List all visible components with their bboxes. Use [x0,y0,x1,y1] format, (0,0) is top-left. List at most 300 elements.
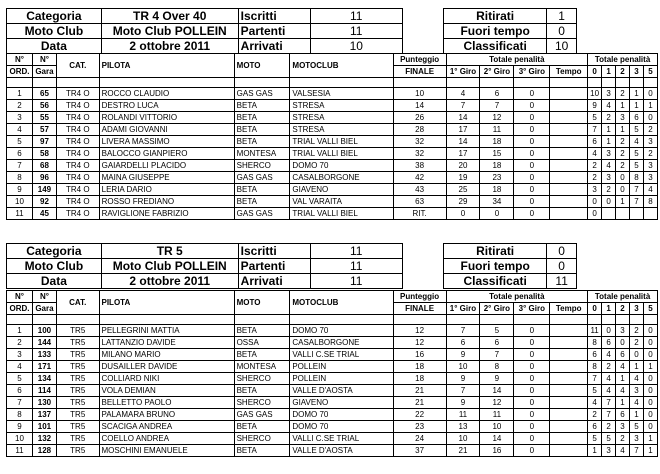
categoria-value: TR 4 Over 40 [101,9,238,24]
cell-pen-1: 4 [602,160,616,172]
cell-pen-2: 4 [616,361,630,373]
cell-pen-0: 2 [588,172,602,184]
cell-motoclub: DOMO 70 [290,409,393,421]
cell-giro-3: 0 [514,208,550,220]
cell-finale: 63 [393,196,446,208]
table-row [7,385,658,397]
cell-pilota: GAIARDELLI PLACIDO [99,160,234,172]
cell-finale: 32 [393,136,446,148]
header-n: N° [32,54,56,66]
cell-cat: TR5 [56,337,99,349]
cell-gara: 57 [32,124,56,136]
cell-pilota: PALAMARA BRUNO [99,409,234,421]
cell-pen-2: 6 [616,409,630,421]
ritirati-label: Ritirati [444,9,547,24]
cell-pen-1: 7 [602,397,616,409]
cell-motoclub: POLLEIN [290,361,393,373]
cell-motoclub: GIAVENO [290,184,393,196]
cell-pen-5: 8 [643,196,657,208]
header-pen-3: 3 [629,66,643,78]
cell-motoclub: CASALBORGONE [290,172,393,184]
cell-cat: TR4 O [56,88,99,100]
cell-pen-5: 1 [643,445,657,457]
fuori-tempo-value: 0 [547,24,577,39]
cell-gara: 92 [32,196,56,208]
cell-pilota: MILANO MARIO [99,349,234,361]
cell-giro-3: 0 [514,112,550,124]
cell-motoclub: GIAVENO [290,397,393,409]
cell-pen-1: 3 [602,88,616,100]
header-cat: CAT. [56,291,99,315]
table-row [7,421,658,433]
cell-pen-0: 8 [588,361,602,373]
cell-giro-1: 9 [446,349,480,361]
table-row [7,445,658,457]
header-totale-penalita: Totale penalità [446,291,588,303]
cell-pen-3: 1 [629,409,643,421]
cell-ord: 9 [7,184,33,196]
cell-motoclub: VALLE D'AOSTA [290,445,393,457]
cell-gara: 65 [32,88,56,100]
cell-pen-0: 3 [588,184,602,196]
cell-giro-3: 0 [514,385,550,397]
table-row [7,361,658,373]
cell-giro-1: 20 [446,160,480,172]
cell-pen-1: 4 [602,100,616,112]
cell-cat: TR4 O [56,196,99,208]
cell-pilota: ROSSO FREDIANO [99,196,234,208]
cell-tempo [550,421,588,433]
cell-gara: 68 [32,160,56,172]
cell-motoclub: DOMO 70 [290,325,393,337]
spacer-row [7,78,658,88]
cell-pen-2: 4 [616,445,630,457]
cell-pen-2: 0 [616,184,630,196]
cell-pen-2: 1 [616,124,630,136]
cell-tempo [550,445,588,457]
cell-pen-2: 2 [616,88,630,100]
cell-tempo [550,208,588,220]
cell-pen-1: 7 [602,409,616,421]
cell-ord: 4 [7,361,33,373]
cell-moto: BETA [234,349,290,361]
cell-pen-1: 4 [602,385,616,397]
cell-pen-2: 2 [616,148,630,160]
cell-giro-2: 12 [480,112,514,124]
cell-cat: TR5 [56,373,99,385]
header-giro-3: 3° Giro [514,66,550,78]
cell-gara: 56 [32,100,56,112]
section-2-results-table [6,290,658,457]
cell-tempo [550,184,588,196]
cell-pen-1: 0 [602,196,616,208]
spacer-row [7,315,658,325]
cell-pilota: LERIA DARIO [99,184,234,196]
header-pilota: PILOTA [99,291,234,315]
header-punteggio: Punteggio [393,54,446,66]
cell-cat: TR4 O [56,124,99,136]
cell-tempo [550,88,588,100]
partenti-value: 11 [310,24,403,39]
cell-giro-3: 0 [514,124,550,136]
cell-giro-2: 10 [480,421,514,433]
cell-cat: TR4 O [56,172,99,184]
table-row [7,112,658,124]
cell-giro-2: 16 [480,445,514,457]
cell-finale: 22 [393,409,446,421]
classificati-label: Classificati [444,39,547,54]
header-pen-5: 5 [643,303,657,315]
cell-moto: MONTESA [234,148,290,160]
cell-cat: TR5 [56,421,99,433]
header-totale-penalita: Totale penalità [446,54,588,66]
section-2-header [6,243,403,289]
cell-giro-3: 0 [514,160,550,172]
cell-giro-2: 11 [480,124,514,136]
cell-moto: GAS GAS [234,208,290,220]
cell-gara: 144 [32,337,56,349]
cell-giro-1: 11 [446,409,480,421]
data-value: 2 ottobre 2011 [101,274,238,289]
cell-moto: GAS GAS [234,409,290,421]
header-tempo: Tempo [550,66,588,78]
fuori-tempo-label: Fuori tempo [444,259,547,274]
cell-pen-5: 0 [643,421,657,433]
cell-pen-5: 1 [643,100,657,112]
cell-giro-1: 4 [446,88,480,100]
partenti-label: Partenti [238,259,310,274]
cell-cat: TR5 [56,445,99,457]
cell-pen-1: 6 [602,337,616,349]
cell-pilota: ROLANDI VITTORIO [99,112,234,124]
cell-pilota: DUSAILLER DAVIDE [99,361,234,373]
header-motoclub: MOTOCLUB [290,54,393,78]
cell-giro-1: 17 [446,124,480,136]
cell-pen-3: 5 [629,421,643,433]
cell-ord: 2 [7,100,33,112]
cell-tempo [550,433,588,445]
cell-giro-2: 6 [480,88,514,100]
table-row [7,184,658,196]
cell-cat: TR4 O [56,100,99,112]
cell-ord: 6 [7,385,33,397]
moto-club-label: Moto Club [7,24,102,39]
cell-giro-1: 14 [446,136,480,148]
header-pen-1: 1 [602,66,616,78]
cell-giro-3: 0 [514,361,550,373]
cell-pilota: MOSCHINI EMANUELE [99,445,234,457]
ritirati-value: 1 [547,9,577,24]
cell-pilota: BELLETTO PAOLO [99,397,234,409]
cell-cat: TR4 O [56,184,99,196]
cell-giro-3: 0 [514,421,550,433]
cell-pen-3: 2 [629,337,643,349]
cell-pen-0: 10 [588,88,602,100]
cell-giro-2: 12 [480,397,514,409]
cell-pen-3: 5 [629,160,643,172]
cell-cat: TR5 [56,361,99,373]
cell-giro-1: 25 [446,184,480,196]
cell-finale: 14 [393,100,446,112]
cell-moto: BETA [234,100,290,112]
cell-pen-3 [629,208,643,220]
cell-motoclub: STRESA [290,100,393,112]
table-row [7,100,658,112]
cell-pen-5: 1 [643,433,657,445]
cell-ord: 5 [7,373,33,385]
header-ord: ORD. [7,66,33,78]
cell-motoclub: VALLI C.SE TRIAL [290,433,393,445]
cell-giro-2: 7 [480,349,514,361]
cell-gara: 130 [32,397,56,409]
cell-pen-3: 5 [629,148,643,160]
cell-gara: 58 [32,148,56,160]
cell-pen-2: 2 [616,136,630,148]
cell-pen-2: 1 [616,373,630,385]
cell-giro-2: 7 [480,100,514,112]
cell-moto: BETA [234,112,290,124]
header-giro-1: 1° Giro [446,303,480,315]
cell-gara: 97 [32,136,56,148]
cell-finale: 43 [393,184,446,196]
cell-motoclub: VALSESIA [290,88,393,100]
moto-club-label: Moto Club [7,259,102,274]
table-row [7,337,658,349]
cell-pen-2: 3 [616,325,630,337]
header-pen-0: 0 [588,66,602,78]
cell-giro-3: 0 [514,148,550,160]
cell-giro-1: 0 [446,208,480,220]
cell-ord: 3 [7,349,33,361]
cell-giro-2: 9 [480,373,514,385]
cell-giro-2: 18 [480,160,514,172]
cell-pen-5: 2 [643,124,657,136]
cell-tempo [550,160,588,172]
cell-pen-3: 0 [629,349,643,361]
cell-moto: BETA [234,385,290,397]
cell-pen-5: 0 [643,88,657,100]
cell-giro-2: 5 [480,325,514,337]
cell-moto: OSSA [234,337,290,349]
cell-cat: TR5 [56,397,99,409]
cell-tempo [550,100,588,112]
cell-ord: 7 [7,397,33,409]
header-tempo: Tempo [550,303,588,315]
cell-giro-2: 0 [480,208,514,220]
cell-pen-0: 0 [588,196,602,208]
cell-giro-1: 10 [446,361,480,373]
cell-tempo [550,385,588,397]
cell-ord: 8 [7,409,33,421]
cell-ord: 8 [7,172,33,184]
cell-cat: TR5 [56,409,99,421]
cell-pen-3: 1 [629,88,643,100]
cell-moto: BETA [234,325,290,337]
cell-pen-1: 2 [602,112,616,124]
header-pen-2: 2 [616,66,630,78]
header-pen-3: 3 [629,303,643,315]
cell-tempo [550,349,588,361]
cell-pen-0: 5 [588,433,602,445]
cell-moto: BETA [234,136,290,148]
cell-gara: 45 [32,208,56,220]
cell-pen-1: 3 [602,445,616,457]
cell-pen-0: 5 [588,112,602,124]
cell-pen-1: 4 [602,349,616,361]
cell-tempo [550,196,588,208]
section-1-header [6,8,403,54]
cell-giro-1: 14 [446,112,480,124]
cell-gara: 55 [32,112,56,124]
cell-giro-1: 7 [446,100,480,112]
cell-pilota: SCACIGA ANDREA [99,421,234,433]
cell-pen-3: 7 [629,184,643,196]
iscritti-value: 11 [310,9,403,24]
cell-giro-3: 0 [514,325,550,337]
cell-pen-5: 4 [643,184,657,196]
cell-moto: BETA [234,196,290,208]
cell-pen-1: 4 [602,373,616,385]
cell-pen-2: 2 [616,160,630,172]
cell-giro-2: 8 [480,361,514,373]
cell-pen-0: 4 [588,148,602,160]
cell-pen-1: 1 [602,136,616,148]
cell-pen-0: 9 [588,100,602,112]
cell-tempo [550,373,588,385]
cell-giro-2: 34 [480,196,514,208]
cell-ord: 10 [7,433,33,445]
cell-pilota: LIVERA MASSIMO [99,136,234,148]
cell-tempo [550,361,588,373]
iscritti-label: Iscritti [238,244,310,259]
cell-pen-2: 0 [616,172,630,184]
section-1-summary [443,8,577,54]
table-row [7,349,658,361]
categoria-value: TR 5 [101,244,238,259]
cell-ord: 9 [7,421,33,433]
cell-pen-3: 3 [629,433,643,445]
cell-pen-0: 11 [588,325,602,337]
cell-tempo [550,172,588,184]
cell-moto: GAS GAS [234,172,290,184]
arrivati-label: Arrivati [238,39,310,54]
cell-moto: BETA [234,445,290,457]
cell-pen-0: 1 [588,445,602,457]
cell-giro-1: 6 [446,337,480,349]
fuori-tempo-label: Fuori tempo [444,24,547,39]
cell-giro-2: 15 [480,148,514,160]
cell-tempo [550,124,588,136]
cell-pen-5: 0 [643,385,657,397]
cell-moto: BETA [234,124,290,136]
cell-giro-3: 0 [514,337,550,349]
cell-pen-2: 1 [616,196,630,208]
cell-giro-3: 0 [514,373,550,385]
cell-tempo [550,112,588,124]
cell-pen-5: 0 [643,373,657,385]
cell-finale: 21 [393,385,446,397]
table-row [7,124,658,136]
cell-cat: TR5 [56,349,99,361]
cell-giro-1: 29 [446,196,480,208]
cell-gara: 100 [32,325,56,337]
cell-giro-3: 0 [514,136,550,148]
cell-motoclub: CASALBORGONE [290,337,393,349]
fuori-tempo-value: 0 [547,259,577,274]
cell-pen-2: 3 [616,112,630,124]
cell-pilota: COLLIARD NIKI [99,373,234,385]
cell-moto: SHERCO [234,433,290,445]
cell-giro-1: 10 [446,433,480,445]
cell-gara: 134 [32,373,56,385]
cell-moto: BETA [234,184,290,196]
cell-giro-1: 17 [446,148,480,160]
cell-finale: 38 [393,160,446,172]
cell-pen-3: 6 [629,112,643,124]
cell-giro-3: 0 [514,172,550,184]
cell-pen-0: 6 [588,421,602,433]
cell-pen-0: 6 [588,136,602,148]
table-row [7,160,658,172]
cell-pilota: BALOCCO GIANPIERO [99,148,234,160]
cell-pen-5: 1 [643,361,657,373]
header-ord: ORD. [7,303,33,315]
cell-pen-0: 8 [588,337,602,349]
cell-pen-0: 4 [588,397,602,409]
table-row [7,196,658,208]
cell-giro-2: 18 [480,184,514,196]
table-row [7,88,658,100]
header-giro-1: 1° Giro [446,66,480,78]
cell-pilota: ADAMI GIOVANNI [99,124,234,136]
cell-finale: 28 [393,124,446,136]
cell-ord: 4 [7,124,33,136]
cell-pen-1: 3 [602,172,616,184]
cell-ord: 1 [7,88,33,100]
cell-pen-1: 1 [602,124,616,136]
cell-motoclub: TRIAL VALLI BIEL [290,136,393,148]
header-pen-1: 1 [602,303,616,315]
cell-finale: 37 [393,445,446,457]
cell-pen-3: 1 [629,361,643,373]
cell-cat: TR4 O [56,208,99,220]
header-n: N° [7,291,33,303]
table-row [7,325,658,337]
cell-cat: TR5 [56,433,99,445]
table-row [7,148,658,160]
moto-club-value: Moto Club POLLEIN [101,259,238,274]
cell-pen-2: 4 [616,385,630,397]
header-giro-3: 3° Giro [514,303,550,315]
cell-giro-1: 9 [446,397,480,409]
table-row [7,373,658,385]
cell-motoclub: DOMO 70 [290,421,393,433]
cell-moto: GAS GAS [234,88,290,100]
header-gara: Gara [32,303,56,315]
cell-finale: 10 [393,88,446,100]
ritirati-label: Ritirati [444,244,547,259]
header-pilota: PILOTA [99,54,234,78]
cell-tempo [550,148,588,160]
cell-ord: 2 [7,337,33,349]
cell-giro-3: 0 [514,349,550,361]
header-cat: CAT. [56,54,99,78]
cell-gara: 149 [32,184,56,196]
cell-giro-1: 9 [446,373,480,385]
cell-cat: TR4 O [56,136,99,148]
cell-finale: 18 [393,361,446,373]
iscritti-label: Iscritti [238,9,310,24]
